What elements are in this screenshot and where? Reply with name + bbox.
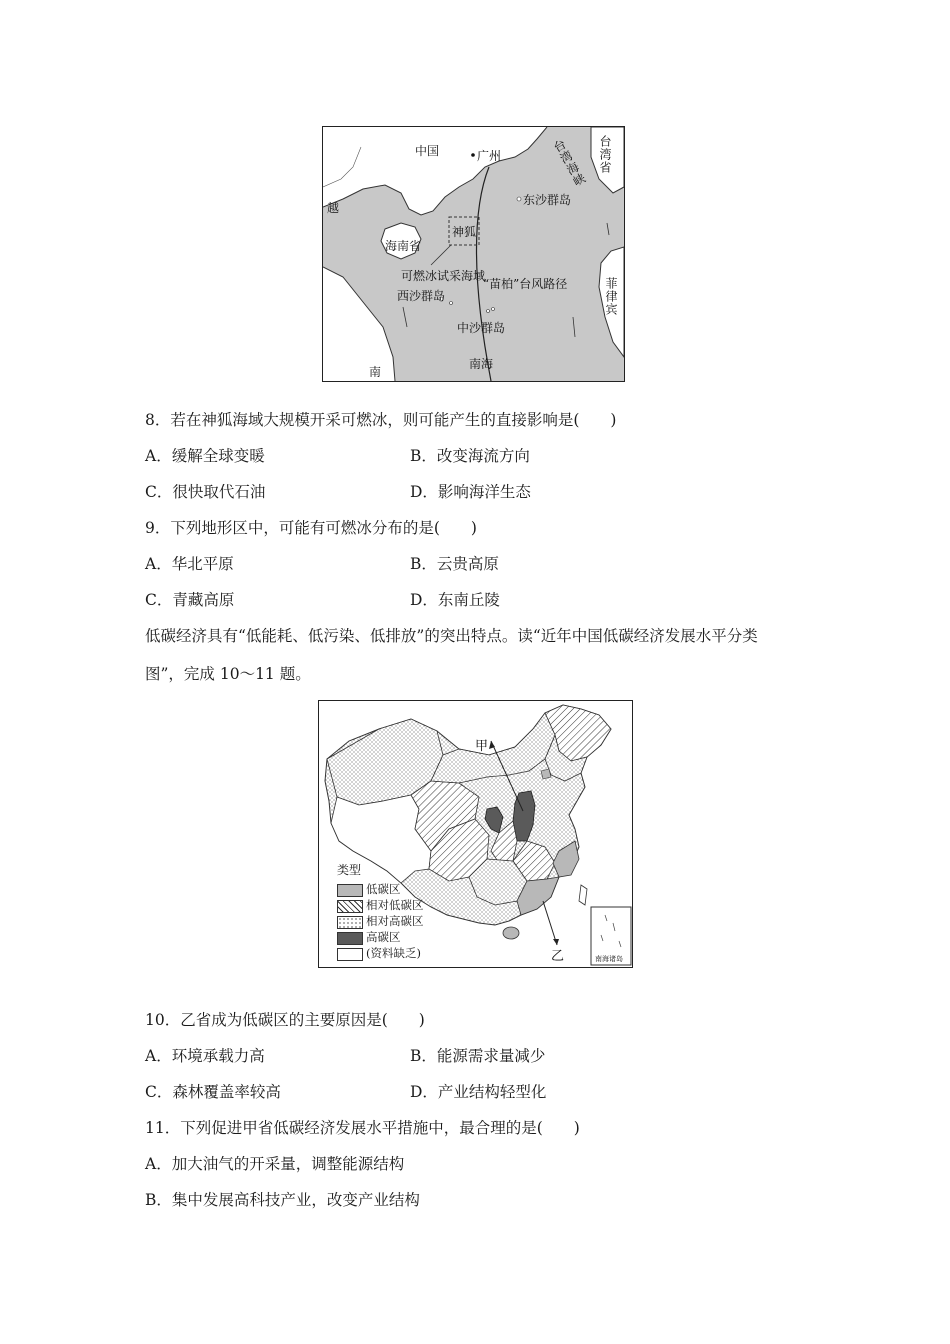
label-nam: 南 — [369, 365, 382, 379]
question-10-option-a[interactable]: A．环境承载力高 — [145, 1047, 265, 1065]
label-jia: 甲 — [475, 739, 489, 754]
label-yi: 乙 — [551, 949, 565, 964]
question-11-option-a[interactable]: A．加大油气的开采量，调整能源结构 — [145, 1155, 405, 1173]
legend-swatch-no-data — [337, 948, 363, 961]
question-8-stem: 8．若在神狐海域大规模开采可燃冰，则可能产生的直接影响是( ) — [145, 411, 617, 429]
intro-line-2: 图”，完成 10～11 题。 — [145, 665, 311, 683]
question-11-option-b[interactable]: B．集中发展高科技产业，改变产业结构 — [145, 1191, 420, 1209]
question-9-option-b[interactable]: B．云贵高原 — [410, 555, 499, 573]
label-shenhu: 神狐 — [452, 225, 477, 239]
label-dongsha: 东沙群岛 — [523, 193, 572, 207]
question-11-stem: 11．下列促进甲省低碳经济发展水平措施中，最合理的是( ) — [145, 1119, 580, 1137]
label-guangzhou: 广州 — [477, 149, 502, 163]
legend-swatch-relative-low — [337, 900, 363, 913]
label-xisha: 西沙群岛 — [397, 289, 446, 303]
label-trial-area: 可燃冰试采海域 — [401, 269, 486, 283]
label-taiwan-strait: 台湾海峡 — [550, 137, 589, 190]
question-9-option-a[interactable]: A．华北平原 — [145, 555, 234, 573]
question-10-stem: 10．乙省成为低碳区的主要原因是( ) — [145, 1011, 425, 1029]
legend-swatch-high — [337, 932, 363, 945]
legend-item-low — [337, 881, 401, 895]
label-taiwan-province: 台湾省 — [598, 135, 612, 174]
south-china-sea-map — [322, 126, 625, 382]
label-typhoon-path: “苗柏”台风路径 — [483, 277, 568, 291]
legend-label-relative-high: 相对高碳区 — [366, 914, 424, 928]
question-9-stem: 9．下列地形区中，可能有可燃冰分布的是( ) — [145, 519, 477, 537]
legend-swatch-relative-high — [337, 916, 363, 929]
legend-label-no-data: (资料缺乏) — [366, 946, 421, 960]
inset-label-south-sea-islands: 南海诸岛 — [595, 955, 623, 963]
intro-line-1: 低碳经济具有“低能耗、低污染、低排放”的突出特点。读“近年中国低碳经济发展水平分类 — [145, 627, 758, 645]
question-10-option-d[interactable]: D．产业结构轻型化 — [410, 1083, 547, 1101]
question-10-option-c[interactable]: C．森林覆盖率较高 — [145, 1083, 281, 1101]
label-china: 中国 — [415, 144, 440, 158]
label-hainan: 海南省 — [385, 239, 422, 253]
label-zhongsha: 中沙群岛 — [457, 321, 506, 335]
question-10-option-b[interactable]: B．能源需求量减少 — [410, 1047, 546, 1065]
question-8-option-d[interactable]: D．影响海洋生态 — [410, 483, 531, 501]
china-low-carbon-map — [318, 700, 633, 968]
legend-item-relative-high — [337, 913, 424, 927]
legend-title: 类型 — [337, 863, 362, 877]
question-8-option-a[interactable]: A．缓解全球变暖 — [145, 447, 265, 465]
label-philippines: 菲律宾 — [604, 277, 618, 316]
legend-label-high: 高碳区 — [366, 930, 401, 944]
label-south-sea: 南海 — [469, 357, 494, 371]
legend-item-high — [337, 929, 401, 943]
legend-swatch-low — [337, 884, 363, 897]
question-8-option-b[interactable]: B．改变海流方向 — [410, 447, 530, 465]
question-8-option-c[interactable]: C．很快取代石油 — [145, 483, 266, 501]
question-9-option-c[interactable]: C．青藏高原 — [145, 591, 235, 609]
legend-label-relative-low: 相对低碳区 — [366, 898, 424, 912]
legend-label-low: 低碳区 — [366, 882, 401, 896]
legend-item-relative-low — [337, 897, 424, 911]
label-viet: 越 — [327, 201, 340, 215]
question-9-option-d[interactable]: D．东南丘陵 — [410, 591, 500, 609]
legend-item-no-data — [337, 945, 421, 959]
